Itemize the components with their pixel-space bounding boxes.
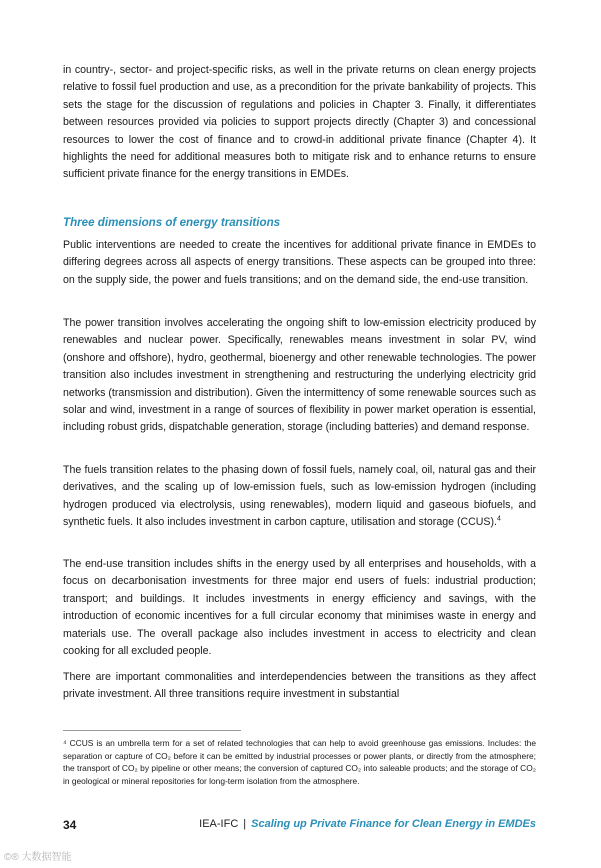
- section-heading: Three dimensions of energy transitions: [63, 216, 281, 229]
- footer-separator: |: [243, 818, 247, 830]
- footer-organization: IEA-IFC: [199, 818, 239, 830]
- paragraph-power-transition: The power transition involves accelerating the ongoing shift to low-emission electricity produced by renewables and nuclear power. Specifically, renewables means investment in solar PV, wind (onshore and offshore), hydro, geothermal, bioenergy and other renewable technologies. The power transition also includes investment in strengthening and restructuring the underlying electricity grid networks (transmission and distribution). Given the intermittency of some renewable sources such as solar and wind, investment in a range of sources of flexibility in power market operation is essential, including robust grids, dispatchable generation, storage (including batteries) and demand response.: [63, 317, 536, 434]
- paragraph-commonalities: There are important commonalities and interdependencies between the transitions as they affect private investment. All three transitions require investment in substantial: [63, 671, 536, 701]
- footnote-text: ⁴ CCUS is an umbrella term for a set of related technologies that can help to avoid greenhouse gas emissions. Includes: the separation or capture of CO₂ before it can be emitted by industrial processes or power plants, or directly from the atmosphere; the transport of CO₂ by pipeline or other means; the conversion of captured CO₂ into saleable products; and the storage of CO₂ in geological or mineral repositories for long-term isolation from the atmosphere.: [63, 738, 536, 787]
- footnote-divider: [63, 730, 241, 731]
- paragraph-end-use-transition: The end-use transition includes shifts in the energy used by all enterprises and households, with a focus on decarbonisation investments for three major end users of fuels: industrial production; transport; and buildings. It includes investments in energy efficiency and savings, with the introduction of economic incentives for a full circular economy that minimises waste in energy and materials use. The overall package also includes investment in access to electricity and clean cooking for all excluded people.: [63, 558, 536, 658]
- footer-document-title: Scaling up Private Finance for Clean Energy in EMDEs: [251, 818, 536, 830]
- paragraph-fuels-transition: [63, 462, 536, 532]
- paragraph-fuels-text: The fuels transition relates to the phasing down of fossil fuels, namely coal, oil, natural gas and their derivatives, and the scaling up of low-emission fuels, such as low-emission hydrogen (including hydrogen produced via electrolysis, using renewables), modern liquid and gaseous biofuels, and synthetic fuels. It also includes investment in carbon capture, utilisation and storage (CCUS).: [63, 464, 536, 529]
- footer-running-title: [199, 818, 536, 830]
- footnote-reference[interactable]: 4: [496, 515, 501, 523]
- page-number: 34: [63, 818, 77, 832]
- watermark: ©® 大数据智能: [4, 852, 72, 863]
- paragraph-public-interventions: Public interventions are needed to create the incentives for additional private finance in EMDEs to differing degrees across all aspects of energy transitions. These aspects can be grouped into three: on the supply side, the power and fuels transitions; and on the demand side, the end-use transition.: [63, 239, 536, 286]
- page-footer: [63, 818, 536, 834]
- paragraph-intro: in country-, sector- and project-specific risks, as well in the private returns on clean energy projects relative to fossil fuel production and use, as a precondition for the private bankability of projects. This sets the stage for the discussion of regulations and policies in Chapter 3. Finally, it differentiates between resources provided via policies to support projects directly (Chapter 3) and concessional resources to lower the cost of finance and to crowd-in additional private finance (Chapter 4). It highlights the need for additional measures both to mitigate risk and to enhance returns to ensure sufficient private finance for the energy transitions in EMDEs.: [63, 64, 536, 181]
